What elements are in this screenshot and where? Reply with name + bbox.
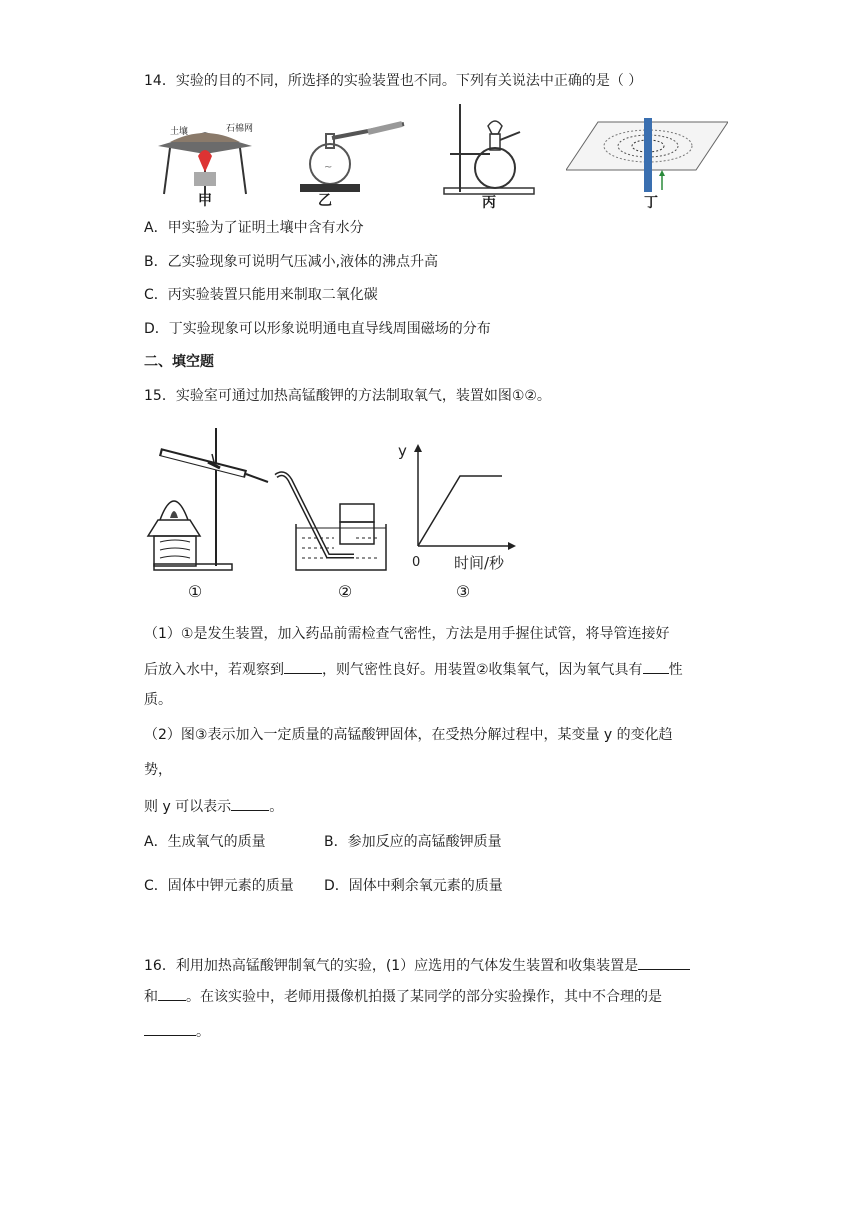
apparatus-1 [146, 424, 270, 574]
graph-series-line [418, 476, 502, 546]
q15-part1-text-c: 性 [668, 662, 683, 678]
q16-text-a: 16．利用加热高锰酸钾制氧气的实验，(1）应选用的气体发生装置和收集装置是 [144, 958, 639, 974]
section-heading: 二、填空题 [144, 354, 214, 370]
q14-option-b: B．乙实验现象可说明气压减小,液体的沸点升高 [144, 254, 439, 270]
answer-blank[interactable] [158, 986, 186, 1001]
q15-part2-line2: 势， [144, 762, 172, 778]
q15-part2-text-b: 。 [269, 799, 284, 815]
q15-part1-line1: （1）①是发生装置，加入药品前需检查气密性，方法是用手握住试管，将导管连接好 [144, 626, 670, 642]
answer-blank[interactable] [231, 796, 269, 811]
answer-blank[interactable] [638, 955, 690, 970]
q15-option-d: D．固体中剩余氧元素的质量 [324, 878, 503, 894]
q15-option-a: A．生成氧气的质量 [144, 834, 266, 850]
graph-3 [392, 434, 522, 574]
q16-text-b: 和 [144, 989, 158, 1005]
q15-part2-line1: （2）图③表示加入一定质量的高锰酸钾固体，在受热分解过程中，某变量 y 的变化趋 [144, 727, 673, 743]
answer-blank[interactable] [284, 659, 322, 674]
q14-option-c: C．丙实验装置只能用来制取二氧化碳 [144, 287, 378, 303]
svg-text:~: ~ [324, 162, 333, 173]
figure-jia-caption: 甲 [198, 193, 212, 209]
q16-text-c: 。在该实验中，老师用摄像机拍摄了某同学的部分实验操作，其中不合理的是 [186, 989, 662, 1005]
q15-option-c: C．固体中钾元素的质量 [144, 878, 294, 894]
q15-part1-line2 [144, 659, 683, 680]
q16-line2 [144, 986, 662, 1007]
q15-part2-text-a: 则 y 可以表示 [144, 799, 232, 815]
figure-jia-gauze-label: 石棉网 [226, 124, 254, 134]
label-apparatus-2: ② [337, 582, 353, 601]
graph-x-label: 时间/秒 [454, 554, 505, 572]
label-graph-3: ③ [455, 582, 471, 601]
q15-option-b: B．参加反应的高锰酸钾质量 [324, 834, 502, 850]
figure-ding [566, 118, 728, 198]
label-apparatus-1: ① [187, 582, 203, 601]
q16-text-d: 。 [196, 1024, 210, 1040]
figure-bing [440, 102, 540, 196]
graph-origin: 0 [412, 555, 421, 570]
q15-part1-text-b: ，则气密性良好。用装置②收集氧气，因为氧气具有 [322, 662, 643, 678]
figure-bing-caption: 丙 [482, 195, 496, 211]
figure-yi [298, 116, 410, 196]
answer-blank[interactable] [144, 1021, 196, 1036]
graph-y-label: y [398, 442, 407, 460]
figure-ding-caption: 丁 [644, 195, 658, 211]
q15-stem: 15．实验室可通过加热高锰酸钾的方法制取氧气，装置如图①②。 [144, 388, 551, 404]
figure-jia-soil-label: 土壤 [170, 127, 189, 137]
q14-option-d: D．丁实验现象可以形象说明通电直导线周围磁场的分布 [144, 321, 491, 337]
q15-part2-line3 [144, 796, 283, 817]
apparatus-2 [270, 470, 394, 574]
answer-blank[interactable] [643, 659, 669, 674]
figure-yi-caption: 乙 [318, 193, 332, 209]
q15-part1-line3: 质。 [144, 692, 172, 708]
q16-line1 [144, 955, 690, 976]
q15-part1-text-a: 后放入水中，若观察到 [144, 662, 284, 678]
q14-option-a: A．甲实验为了证明土壤中含有水分 [144, 220, 364, 236]
q16-line3 [144, 1021, 210, 1042]
q14-stem: 14．实验的目的不同，所选择的实验装置也不同。下列有关说法中正确的是（ ） [144, 73, 643, 89]
